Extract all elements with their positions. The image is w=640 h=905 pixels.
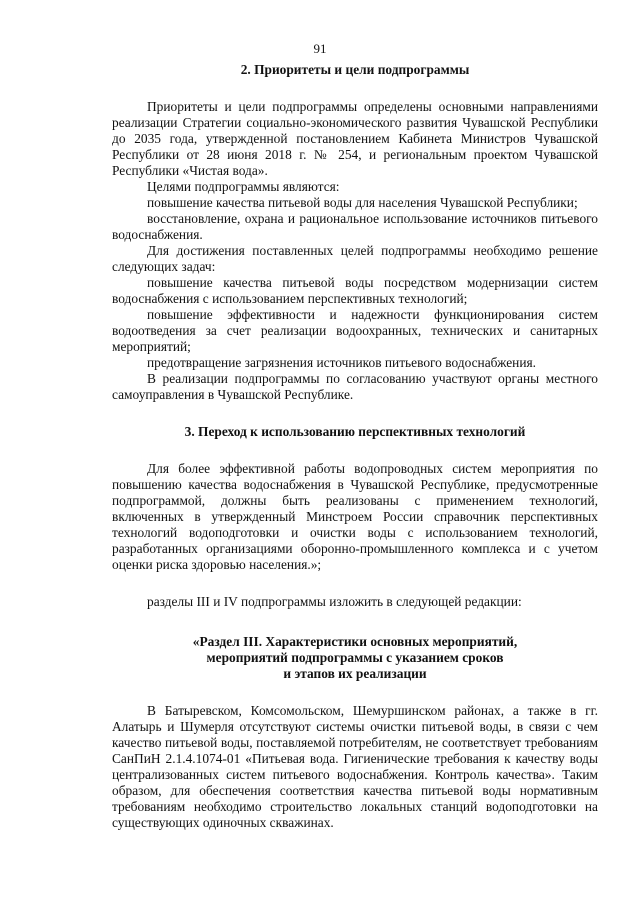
section-iii-title-line-2: мероприятий подпрограммы с указанием сроков [206, 650, 504, 665]
section-2-paragraph: Целями подпрограммы являются: [147, 179, 340, 194]
section-2-paragraph: Приоритеты и цели подпрограммы определены основными направлениями реализации Стратегии социально-экономического развития Чувашской Республики до 2035 года, утвержденной постановлением Кабинета Министров Чувашской Республики от 28 июня 2018 г. № 254, и региональным проектом Чувашской Республики «Чистая вода». [112, 99, 598, 178]
section-2-paragraph: восстановление, охрана и рациональное использование источников питьевого водоснабжения. [112, 211, 598, 242]
section-3-paragraph: Для более эффективной работы водопроводных систем мероприятия по повышению качества водоснабжения в Чувашской Республике, предусмотренные подпрограммой, должны быть реализованы с применением технологий, включенных в утвержденный Минстроем России справочник перспективных технологий водоподготовки и очистки воды с использованием технологий, разработанных организациями оборонно-промышленного комплекса и с учетом оценки риска здоровью населения.»; [112, 461, 598, 572]
section-2-paragraph: предотвращение загрязнения источников питьевого водоснабжения. [147, 355, 536, 370]
page-content [112, 62, 598, 831]
section-2-paragraph: повышение качества питьевой воды для населения Чувашской Республики; [147, 195, 578, 210]
page-number: 91 [313, 41, 327, 56]
section-2-paragraph: повышение эффективности и надежности функционирования систем водоотведения за счет реализации водоохранных, технических и санитарных мероприятий; [112, 307, 598, 354]
section-2-paragraph: повышение качества питьевой воды посредством модернизации систем водоснабжения с использованием перспективных технологий; [112, 275, 598, 306]
section-iii-title-line-1: «Раздел III. Характеристики основных мероприятий, [192, 634, 518, 649]
section-iii-title [112, 634, 598, 682]
section-2-paragraph: Для достижения поставленных целей подпрограммы необходимо решение следующих задач: [112, 243, 598, 274]
section-iii-title-line-3: и этапов их реализации [283, 666, 427, 681]
section-iii-paragraph: В Батыревском, Комсомольском, Шемуршинском районах, а также в гг. Алатырь и Шумерля отсутствуют системы очистки питьевой воды, в связи с чем качество питьевой воды, поставляемой потребителям, не соответствует требованиям СанПиН 2.1.4.1074-01 «Питьевая вода. Гигиенические требования к качеству воды централизованных систем питьевого водоснабжения. Контроль качества». Таким образом, для обеспечения соответствия качества питьевой воды нормативным требованиям необходимо строительство локальных станций водоподготовки на существующих одиночных скважинах. [112, 703, 598, 830]
section-2-paragraph: В реализации подпрограммы по согласованию участвуют органы местного самоуправления в Чувашской Республике. [112, 371, 598, 402]
section-2-title: 2. Приоритеты и цели подпрограммы [240, 62, 470, 77]
amendment-text: разделы III и IV подпрограммы изложить в следующей редакции: [147, 594, 522, 609]
section-3-title: 3. Переход к использованию перспективных технологий [184, 424, 526, 439]
